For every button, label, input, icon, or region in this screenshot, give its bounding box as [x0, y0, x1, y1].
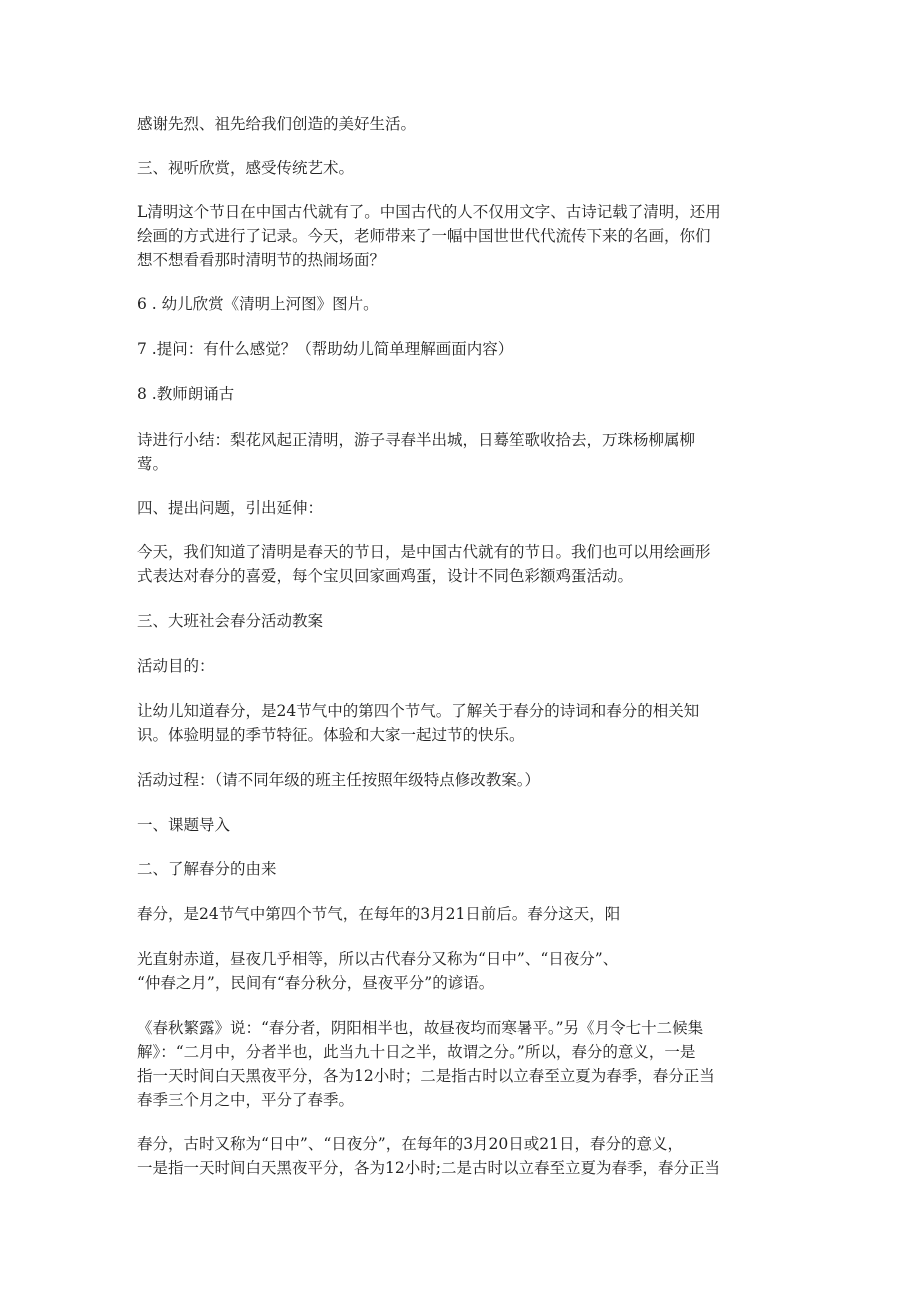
text-line: 解》：“二月中，分者半也，此当九十日之半，故谓之分。”所以，春分的意义，一是 [137, 1043, 696, 1061]
text-line: 三、大班社会春分活动教案 [137, 612, 324, 630]
text-line: 活动过程：（请不同年级的班主任按照年级特点修改教案。） [137, 771, 541, 789]
heading-origin-of-chunfen [137, 857, 807, 881]
text-line: 莺。 [137, 455, 169, 473]
text-line: 春分，古时又称为“日中”、“日夜分”，在每年的3月20日或21日，春分的意义， [137, 1135, 684, 1153]
text-line: 6 . 幼儿欣赏《清明上河图》图片。 [137, 295, 379, 313]
paragraph-chunfen-meaning [137, 1132, 807, 1180]
text-line: 指一天时间白天黑夜平分，各为12小时；二是指古时以立春至立夏为春季，春分正当 [137, 1067, 715, 1085]
text-line: 识。体验明显的季节特征。体验和大家一起过节的快乐。 [137, 726, 525, 744]
paragraph-qingming-history [137, 200, 807, 272]
text-line: 春分，是24节气中第四个节气，在每年的3月21日前后。春分这天，阳 [137, 905, 621, 923]
heading-activity-goals [137, 654, 807, 678]
heading-activity-process [137, 768, 807, 792]
text-line: 8 .教师朗诵古 [137, 385, 235, 403]
text-line: 活动目的： [137, 657, 215, 675]
list-item-7 [137, 337, 807, 361]
text-line: 一是指一天时间白天黑夜平分，各为12小时;二是古时以立春至立夏为春季，春分正当 [137, 1159, 720, 1177]
heading-section-three-audiovisual [137, 156, 807, 180]
paragraph-activity-goals [137, 699, 807, 747]
heading-section-four-questions [137, 496, 807, 520]
text-line: 一、课题导入 [137, 816, 231, 834]
text-line: 今天，我们知道了清明是春天的节日，是中国古代就有的节日。我们也可以用绘画形 [137, 543, 711, 561]
text-line: 7 .提问：有什么感觉？（帮助幼儿简单理解画面内容） [137, 340, 514, 358]
text-line: 春季三个月之中，平分了春季。 [137, 1091, 355, 1109]
list-item-6 [137, 292, 807, 316]
text-line: 四、提出问题，引出延伸： [137, 499, 324, 517]
paragraph-chunfen-date [137, 902, 807, 926]
list-item-8 [137, 382, 807, 406]
heading-lesson-plan-title [137, 609, 807, 633]
paragraph-poem-summary [137, 428, 807, 476]
paragraph-thanks [137, 112, 807, 136]
text-line: 想不想看看那时清明节的热闹场面？ [137, 251, 386, 269]
heading-topic-intro [137, 813, 807, 837]
text-line: 光直射赤道，昼夜几乎相等，所以古代春分又称为“日中”、“日夜分”、 [137, 950, 619, 968]
text-line: 绘画的方式进行了记录。今天，老师带来了一幅中国世世代代流传下来的名画，你们 [137, 227, 711, 245]
text-line: “仲春之月”，民间有“春分秋分，昼夜平分”的谚语。 [137, 974, 495, 992]
paragraph-today-summary [137, 540, 807, 588]
text-line: 让幼儿知道春分，是24节气中的第四个节气。了解关于春分的诗词和春分的相关知 [137, 702, 700, 720]
paragraph-sunlight-equator [137, 947, 807, 995]
text-line: 诗进行小结：梨花风起正清明，游子寻春半出城，日蓦笙歌收拾去，万珠杨柳属柳 [137, 431, 696, 449]
text-line: 式表达对春分的喜爱，每个宝贝回家画鸡蛋，设计不同色彩额鸡蛋活动。 [137, 567, 634, 585]
paragraph-chunqiu-fanlu-quote [137, 1016, 807, 1112]
text-line: 三、视听欣赏，感受传统艺术。 [137, 159, 355, 177]
text-line: 二、了解春分的由来 [137, 860, 277, 878]
text-line: 《春秋繁露》说：“春分者，阴阳相半也，故昼夜均而寒暑平。”另《月令七十二候集 [137, 1019, 704, 1037]
text-line: L清明这个节日在中国古代就有了。中国古代的人不仅用文字、古诗记载了清明，还用 [137, 203, 721, 221]
text-line: 感谢先烈、祖先给我们创造的美好生活。 [137, 115, 417, 133]
